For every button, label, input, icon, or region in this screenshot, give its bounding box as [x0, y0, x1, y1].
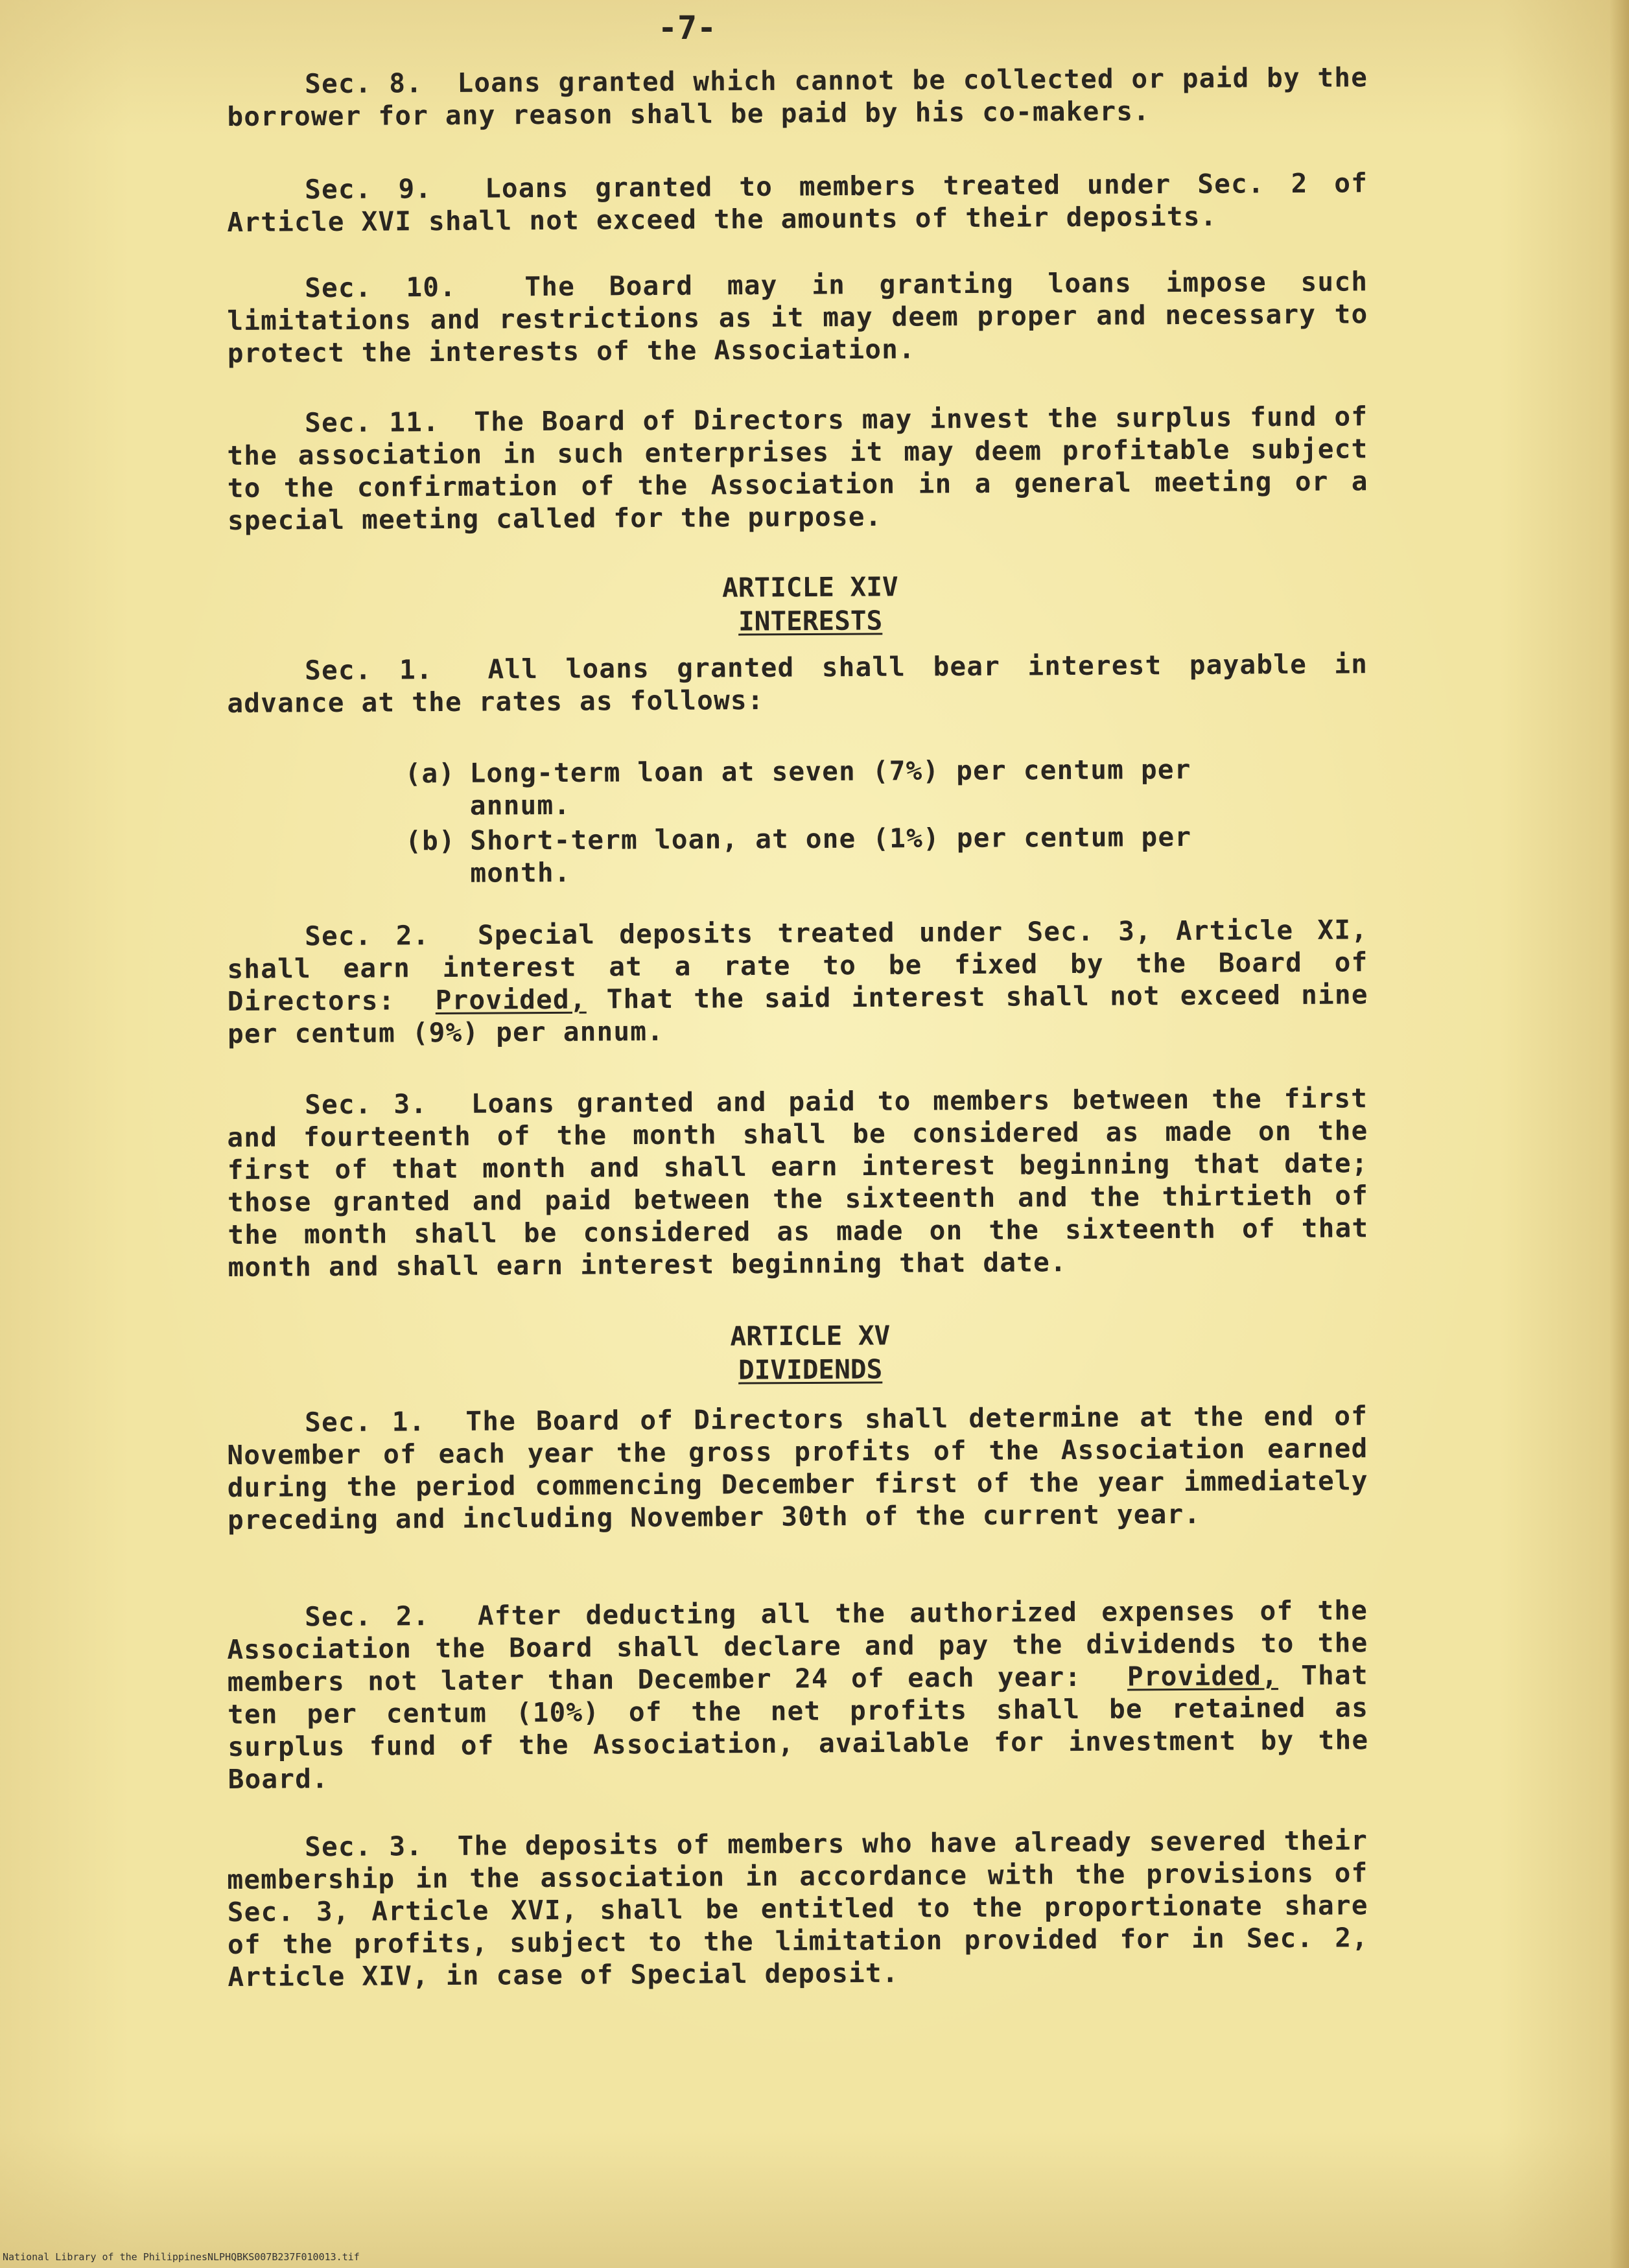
- paper-edge-shadow: [1610, 0, 1629, 2268]
- section-label: Sec. 3.: [305, 1830, 423, 1863]
- list-item: [404, 753, 1228, 823]
- item-text: Short-term loan, at one (1%) per centum per month.: [470, 821, 1192, 889]
- section-text: The Board may in granting loans impose such limitations and restrictions as it may deem proper and necessary to protect the interests of the Association.: [227, 266, 1368, 369]
- scan-filename: NLPHQBKS007B237F010013.tif: [207, 2251, 360, 2263]
- section-label: Sec. 2.: [305, 920, 430, 952]
- section-text: Loans granted to members treated under Sec. 2 of Article XVI shall not exceed the amounts of their deposits.: [227, 167, 1368, 238]
- interests-section-2: [227, 913, 1368, 1050]
- proviso-label: Provided,: [1127, 1660, 1279, 1692]
- article-subtitle: INTERESTS: [738, 605, 883, 637]
- dividends-section-2: [227, 1594, 1369, 1795]
- interest-rates-list: [404, 753, 1228, 893]
- section-text: Loans granted and paid to members between the first and fourteenth of the month shall be considered as made on the first of that month and shall earn interest beginning that date; those granted and paid between the sixteenth and the thirtieth of the month shall be considered as made on the sixteenth of that month and shall earn interest beginning that date.: [227, 1082, 1369, 1283]
- section-label: Sec. 1.: [305, 1406, 426, 1438]
- section-text-continued: That ten per centum (10%) of the net profits shall be retained as surplus fund of the Association, available for investment by the Board.: [227, 1659, 1369, 1795]
- article-title: ARTICLE XV: [730, 1320, 891, 1352]
- article-xv-heading: [583, 1318, 1038, 1388]
- section-10: [227, 265, 1368, 369]
- library-credit: National Library of the Philippines: [3, 2251, 208, 2263]
- dividends-section-3: [227, 1824, 1368, 1993]
- section-text: Loans granted which cannot be collected or paid by the borrower for any reason shall be paid by his co-makers.: [227, 62, 1368, 132]
- interests-section-1: [227, 648, 1368, 719]
- section-8: [227, 61, 1368, 133]
- section-label: Sec. 8.: [305, 67, 423, 100]
- section-label: Sec. 10.: [305, 271, 457, 304]
- proviso-label: Provided,: [435, 983, 587, 1016]
- section-label: Sec. 11.: [305, 406, 440, 439]
- section-11: [227, 400, 1368, 537]
- dividends-section-1: [227, 1399, 1368, 1536]
- section-text-continued: That the said interest shall not exceed nine per centum (9%) per annum.: [227, 979, 1368, 1049]
- section-text: The Board of Directors may invest the surplus fund of the association in such enterprises it may deem profitable subject to the confirmation of the Association in a general meeting or a special meeting called for the purpose.: [227, 401, 1368, 536]
- section-label: Sec. 2.: [305, 1600, 430, 1633]
- article-title: ARTICLE XIV: [721, 571, 898, 603]
- section-label: Sec. 3.: [305, 1088, 428, 1121]
- list-item: [405, 821, 1229, 890]
- section-label: Sec. 9.: [305, 173, 432, 205]
- section-text: The deposits of members who have already severed their membership in the association in accordance with the provisions of Sec. 3, Article XVI, shall be entitled to the proportionate share of the profits, subject to the limitation provided for in Sec. 2, Article XIV, in case of Special deposit.: [227, 1825, 1369, 1993]
- section-label: Sec. 1.: [305, 654, 433, 686]
- section-text: All loans granted shall bear interest payable in advance at the rates as follows:: [227, 648, 1368, 719]
- item-label: (b): [405, 824, 456, 857]
- section-9: [227, 167, 1368, 239]
- article-subtitle: DIVIDENDS: [738, 1353, 883, 1386]
- page-number: -7-: [657, 9, 717, 47]
- item-label: (a): [404, 757, 456, 789]
- interests-section-3: [227, 1082, 1369, 1283]
- article-xiv-heading: [583, 569, 1038, 639]
- section-text: The Board of Directors shall determine at the end of November of each year the gross profits of the Association earned during the period commencing December first of the year immediately preceding and including November 30th of the current year.: [227, 1400, 1368, 1536]
- section-text: After deducting all the authorized expenses of the Association the Board shall declare and pay the dividends to the members not later than December 24 of each year:: [227, 1595, 1368, 1698]
- section-text: Special deposits treated under Sec. 3, Article XI, shall earn interest at a rate to be fixed by the Board of Directors:: [227, 914, 1368, 1017]
- item-text: Long-term loan at seven (7%) per centum per annum.: [469, 753, 1191, 821]
